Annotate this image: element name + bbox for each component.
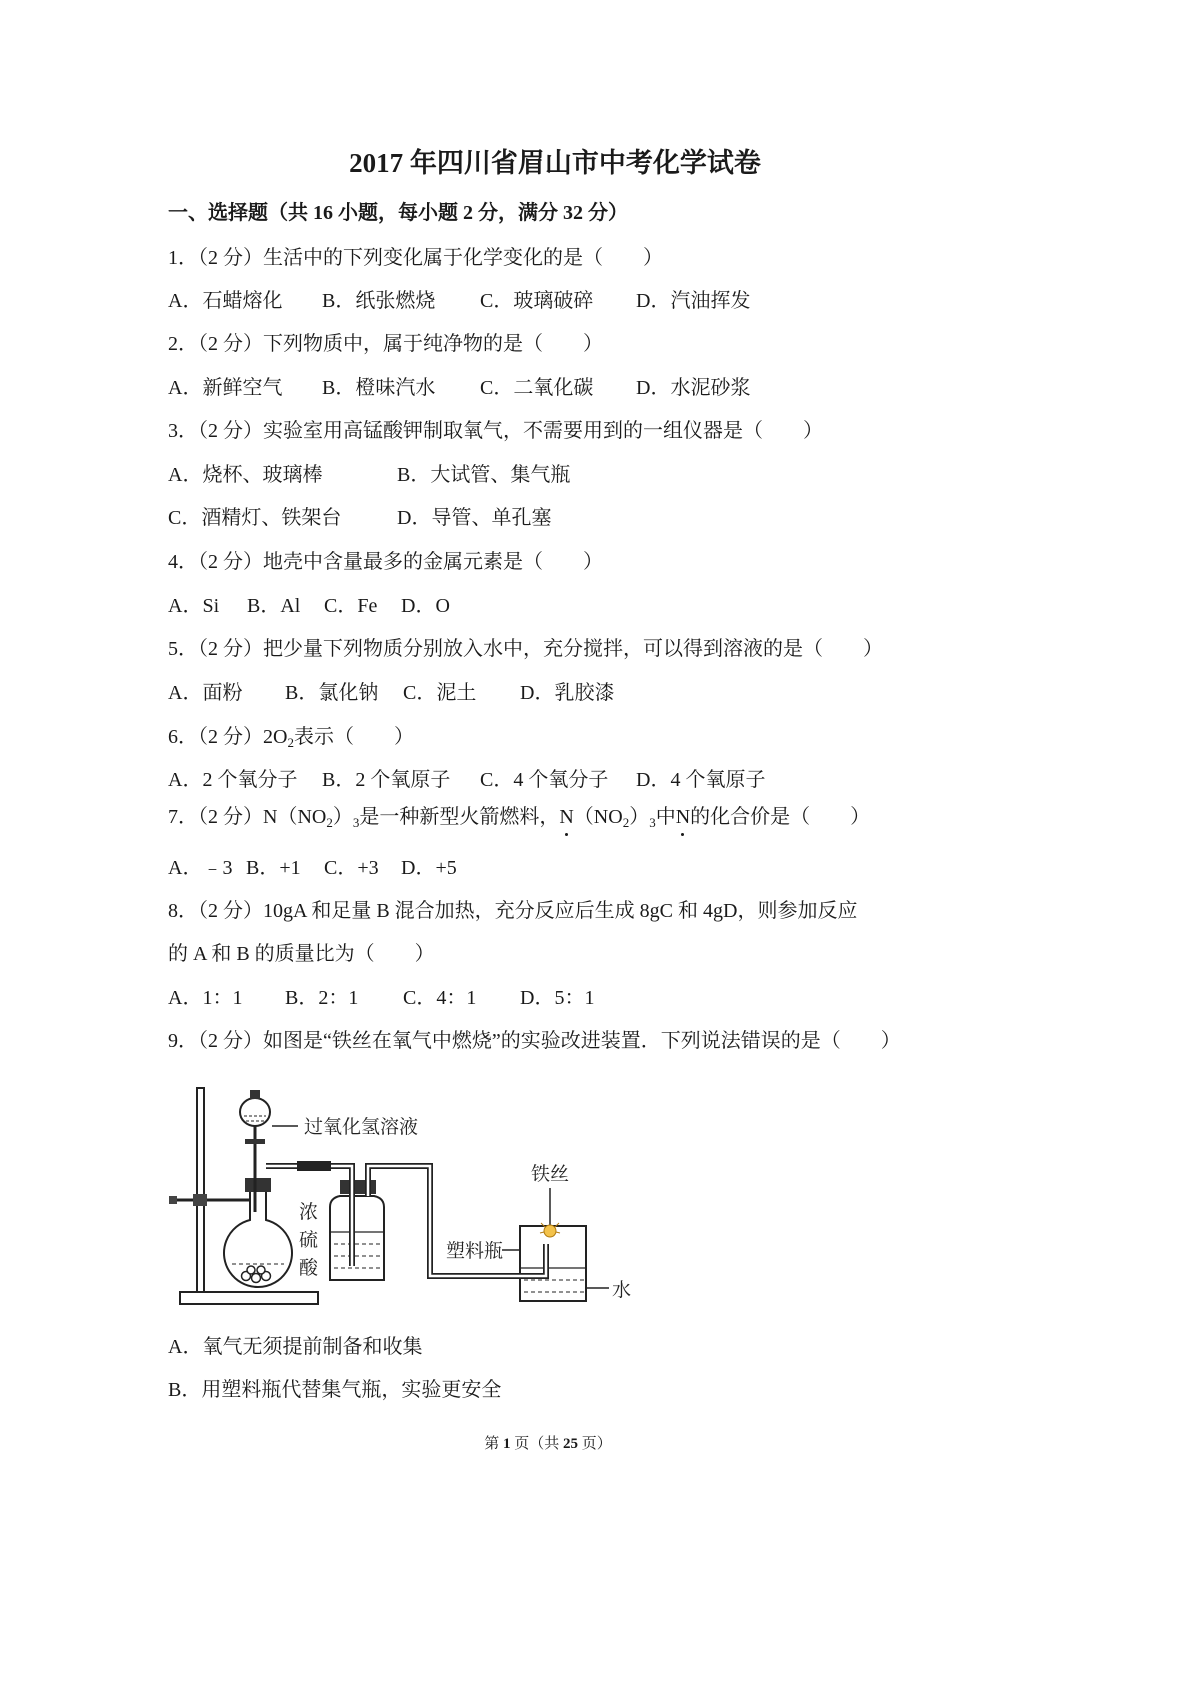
question-9-option-b: B．用塑料瓶代替集气瓶，实验更安全	[168, 1379, 502, 1401]
option-a: A．Si	[168, 595, 220, 617]
stand-rod	[197, 1088, 204, 1292]
question-1-options	[168, 289, 948, 313]
question-7-stem	[168, 805, 870, 829]
option-d: D．乳胶漆	[520, 682, 615, 704]
option-d: D．水泥砂浆	[636, 377, 751, 399]
option-a: A．烧杯、玻璃棒	[168, 464, 323, 486]
subscript: 2	[622, 815, 630, 830]
option-d: D．导管、单孔塞	[397, 507, 552, 529]
stem-text: （NO	[573, 806, 623, 828]
stem-text: 表示（ ）	[293, 726, 414, 748]
subscript: 3	[352, 815, 360, 830]
question-2-options	[168, 376, 948, 400]
option-a: A．2 个氧分子	[168, 769, 298, 791]
clamp-boss	[193, 1194, 207, 1206]
option-b: B．氯化钠	[285, 682, 379, 704]
question-8-options	[168, 986, 948, 1010]
label-acid-2: 硫	[299, 1229, 319, 1251]
stem-text: 7．（2 分）N（NO	[168, 806, 327, 828]
section-heading: 一、选择题（共 16 小题，每小题 2 分，满分 32 分）	[168, 202, 628, 224]
burning-spark	[544, 1225, 556, 1237]
option-d: D．4 个氧原子	[636, 769, 766, 791]
option-b: B．橙味汽水	[322, 377, 436, 399]
question-2-stem: 2．（2 分）下列物质中，属于纯净物的是（ ）	[168, 333, 603, 355]
exam-title: 2017 年四川省眉山市中考化学试卷	[349, 148, 761, 178]
stand-base	[180, 1292, 318, 1304]
option-a: A．新鲜空气	[168, 377, 283, 399]
option-c: C．Fe	[324, 595, 378, 617]
solid-particle	[247, 1266, 255, 1274]
flask-stopper	[245, 1178, 271, 1192]
option-a: A．石蜡熔化	[168, 290, 283, 312]
option-b: B．2 个氧原子	[322, 769, 451, 791]
stem-text: 中	[655, 806, 676, 828]
page-total: 25	[563, 1436, 578, 1452]
option-d: D．O	[401, 595, 450, 617]
option-b: B．+1	[246, 857, 301, 879]
option-b: B．大试管、集气瓶	[397, 464, 571, 486]
question-3-options-row-2	[168, 506, 948, 530]
option-c: C．+3	[324, 857, 379, 879]
rubber-connector	[297, 1161, 331, 1171]
subscript: 2	[326, 815, 333, 830]
stem-text: 是一种新型火箭燃料，	[359, 806, 560, 828]
option-c: C．酒精灯、铁架台	[168, 507, 342, 529]
option-a: A．1：1	[168, 987, 243, 1009]
question-5-options	[168, 681, 948, 705]
clamp-screw	[169, 1196, 177, 1204]
label-plastic-bottle: 塑料瓶	[446, 1240, 504, 1262]
option-c: C．二氧化碳	[480, 377, 594, 399]
question-4-options	[168, 594, 948, 618]
option-b: B．Al	[247, 595, 301, 617]
footer-text: 页（共	[510, 1436, 563, 1452]
question-6-options	[168, 768, 948, 792]
footer-text: 页）	[578, 1436, 612, 1452]
option-c: C．玻璃破碎	[480, 290, 594, 312]
option-c: C．4 个氧分子	[480, 769, 609, 791]
option-a: A．﹣3	[168, 857, 233, 879]
gas-washing-bottle	[330, 1196, 384, 1280]
question-3-options-row-1	[168, 463, 948, 487]
option-d: D．汽油挥发	[636, 290, 751, 312]
question-8-stem-line-1: 8．（2 分）10gA 和足量 B 混合加热，充分反应后生成 8gC 和 4gD，则参加反应	[168, 900, 858, 922]
plastic-bottle	[520, 1226, 586, 1301]
option-d: D．+5	[401, 857, 457, 879]
solid-particle	[257, 1266, 265, 1274]
question-9-stem: 9．（2 分）如图是“铁丝在氧气中燃烧”的实验改进装置．下列说法错误的是（ ）	[168, 1030, 901, 1052]
question-4-stem: 4．（2 分）地壳中含量最多的金属元素是（ ）	[168, 551, 603, 573]
option-d: D．5：1	[520, 987, 595, 1009]
page-number: 1	[502, 1436, 511, 1452]
funnel-bulb	[240, 1098, 270, 1126]
label-water: 水	[612, 1279, 632, 1301]
stem-text: ）	[629, 806, 650, 828]
question-1-stem: 1．（2 分）生活中的下列变化属于化学变化的是（ ）	[168, 247, 663, 269]
label-iron-wire: 铁丝	[531, 1163, 570, 1185]
stem-text: 的化合价是（ ）	[690, 806, 871, 828]
solid-particle	[252, 1274, 261, 1283]
question-3-stem: 3．（2 分）实验室用高锰酸钾制取氧气，不需要用到的一组仪器是（ ）	[168, 420, 823, 442]
subscript: 2	[287, 735, 294, 750]
stem-text: 6．（2 分）2O	[168, 726, 288, 748]
option-c: C．4：1	[403, 987, 477, 1009]
funnel-stopcock	[245, 1139, 265, 1144]
option-c: C．泥土	[403, 682, 477, 704]
question-9-option-a: A．氧气无须提前制备和收集	[168, 1336, 423, 1358]
funnel-top-stopper	[250, 1090, 260, 1099]
question-8-stem-line-2: 的 A 和 B 的质量比为（ ）	[168, 943, 435, 965]
question-6-stem	[168, 725, 414, 749]
apparatus-diagram	[165, 1075, 645, 1310]
question-5-stem: 5．（2 分）把少量下列物质分别放入水中，充分搅拌，可以得到溶液的是（ ）	[168, 638, 883, 660]
option-a: A．面粉	[168, 682, 243, 704]
label-acid-1: 浓	[299, 1201, 319, 1223]
option-b: B．纸张燃烧	[322, 290, 436, 312]
footer-text: 第	[484, 1436, 503, 1452]
stem-text: ）	[332, 806, 353, 828]
emphasized-element: N	[559, 806, 574, 828]
emphasized-element: N	[675, 806, 691, 828]
question-7-options	[168, 856, 948, 880]
subscript: 3	[649, 815, 656, 830]
label-acid-3: 酸	[299, 1257, 319, 1279]
option-b: B．2：1	[285, 987, 359, 1009]
label-hydrogen-peroxide: 过氧化氢溶液	[304, 1116, 419, 1138]
page-footer	[148, 1434, 948, 1454]
